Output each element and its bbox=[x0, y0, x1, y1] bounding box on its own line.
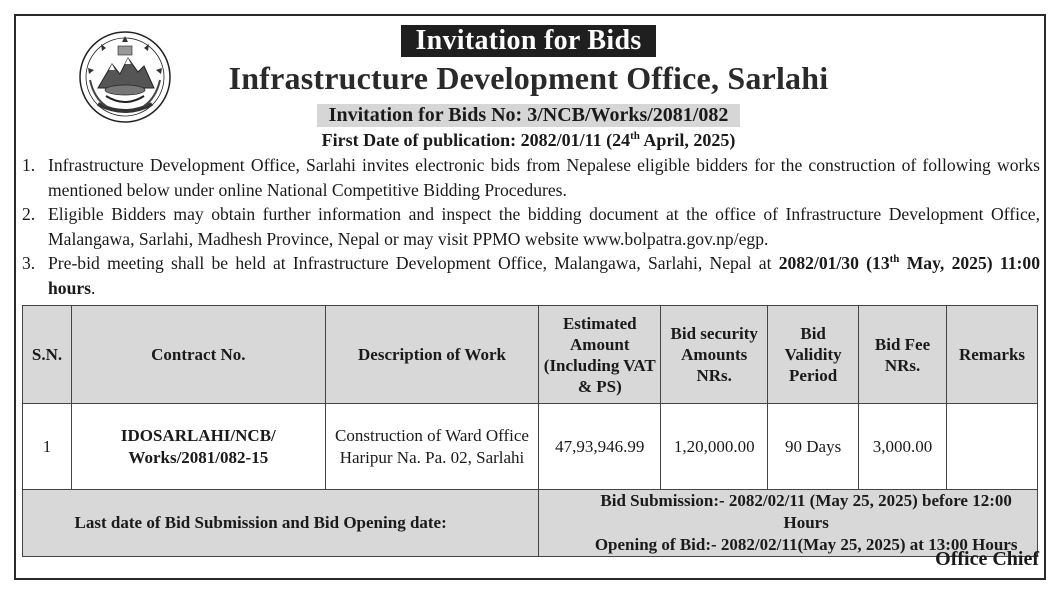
header-bid-fee: Bid Fee NRs. bbox=[859, 306, 947, 404]
publication-date-prefix: First Date of publication: 2082/01/11 (24 bbox=[321, 130, 631, 150]
instruction-2 bbox=[22, 202, 1040, 251]
cell-bid-security: 1,20,000.00 bbox=[661, 404, 768, 490]
bid-table bbox=[22, 305, 1038, 557]
publication-date bbox=[0, 130, 1057, 151]
table-header-row bbox=[23, 306, 1038, 404]
instruction-text-end: . bbox=[91, 277, 96, 298]
office-name: Infrastructure Development Office, Sarlahi bbox=[228, 60, 829, 96]
header-remarks: Remarks bbox=[947, 306, 1038, 404]
bid-number: Invitation for Bids No: 3/NCB/Works/2081/082 bbox=[317, 104, 741, 127]
notice-title-text: Invitation for Bids bbox=[401, 25, 655, 57]
instruction-text-prefix: Pre-bid meeting shall be held at Infrastructure Development Office, Malangawa, Sarlahi, Nepal at bbox=[48, 253, 779, 273]
prebid-date-prefix: 2082/01/30 (13 bbox=[778, 253, 890, 273]
instructions bbox=[22, 153, 1040, 300]
prebid-date-suffix: May, 2025) 11:00 hours bbox=[48, 253, 1040, 298]
prebid-date-sup: th bbox=[889, 253, 900, 266]
instruction-1 bbox=[22, 153, 1040, 202]
instruction-number: 1. bbox=[22, 155, 36, 175]
bid-number-banner bbox=[0, 104, 1057, 128]
cell-sn: 1 bbox=[23, 404, 72, 490]
instruction-text bbox=[48, 251, 1040, 300]
header-bid-security: Bid security Amounts NRs. bbox=[661, 306, 768, 404]
cell-contract-no: IDOSARLAHI/NCB/ Works/2081/082-15 bbox=[71, 404, 325, 490]
publication-date-suffix: April, 2025) bbox=[639, 130, 736, 150]
instruction-3 bbox=[22, 251, 1040, 300]
deadline-label: Last date of Bid Submission and Bid Opening date: bbox=[23, 490, 539, 557]
bid-opening-date: Opening of Bid:- 2082/02/11(May 25, 2025) at 13:00 Hours bbox=[594, 535, 1018, 554]
signature: Office Chief bbox=[935, 548, 1039, 570]
instruction-number: 3. bbox=[22, 253, 36, 273]
header-contract-no: Contract No. bbox=[71, 306, 325, 404]
notice-title bbox=[0, 25, 1057, 59]
instruction-number: 2. bbox=[22, 204, 36, 224]
cell-bid-fee: 3,000.00 bbox=[859, 404, 947, 490]
instruction-text: Infrastructure Development Office, Sarlahi invites electronic bids from Nepalese eligible bidders for the construction of following works mentioned below under online National Competitive Bidding Procedures. bbox=[48, 155, 1040, 200]
publication-date-sup: th bbox=[630, 130, 640, 142]
header-sn: S.N. bbox=[23, 306, 72, 404]
table-row bbox=[23, 404, 1038, 490]
header-bid-validity: Bid Validity Period bbox=[768, 306, 859, 404]
header-estimated-amount: Estimated Amount (Including VAT & PS) bbox=[539, 306, 661, 404]
header-description: Description of Work bbox=[325, 306, 539, 404]
deadline-dates bbox=[539, 490, 1038, 557]
instruction-text: Eligible Bidders may obtain further information and inspect the bidding document at the office of Infrastructure Development Office, Malangawa, Sarlahi, Madhesh Province, Nepal or may visit PPMO website www.bolpatra.gov.np/egp. bbox=[48, 204, 1040, 249]
cell-bid-validity: 90 Days bbox=[768, 404, 859, 490]
cell-description: Construction of Ward Office Haripur Na. Pa. 02, Sarlahi bbox=[325, 404, 539, 490]
table-footer-row bbox=[23, 490, 1038, 557]
cell-estimated-amount: 47,93,946.99 bbox=[539, 404, 661, 490]
cell-remarks bbox=[947, 404, 1038, 490]
bid-submission-date: Bid Submission:- 2082/02/11 (May 25, 2025) before 12:00 Hours bbox=[600, 491, 1012, 532]
